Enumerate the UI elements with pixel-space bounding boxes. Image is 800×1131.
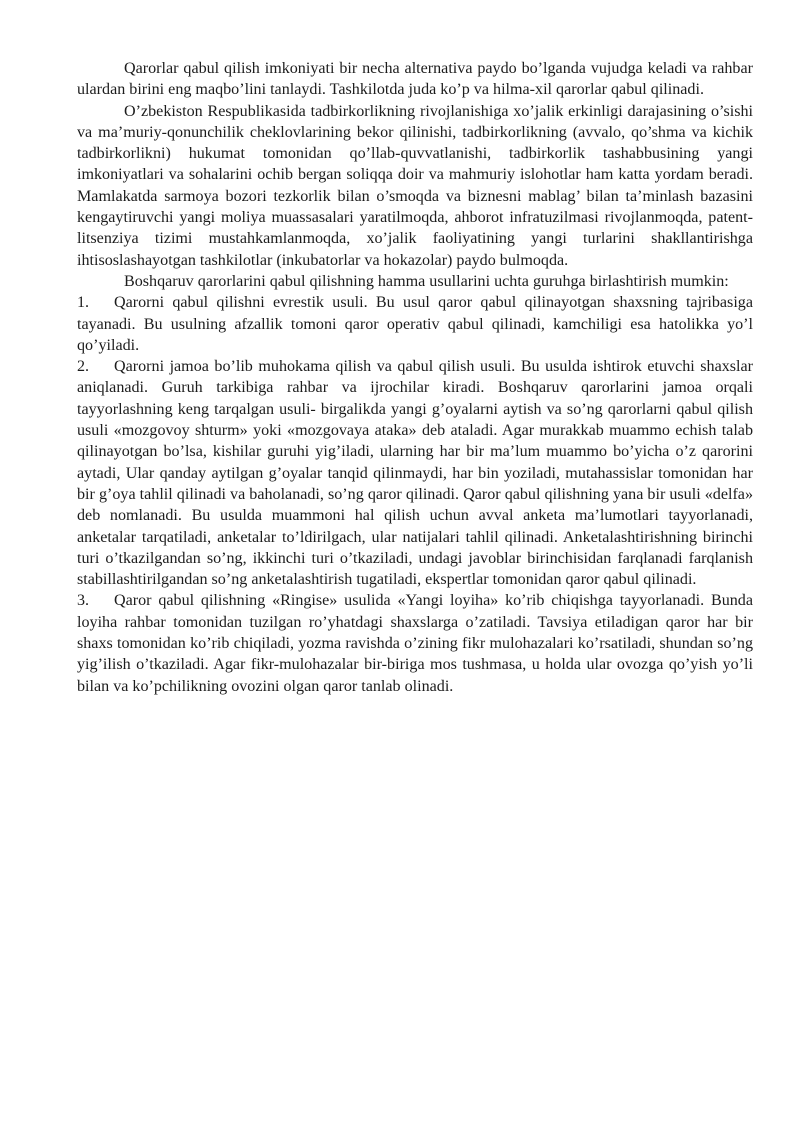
document-page	[77, 58, 753, 697]
paragraph-entrepreneurship-development: O’zbekiston Respublikasida tadbirkorlikning rivojlanishiga xo’jalik erkinligi darajasining o’sishi va ma’muriy-qonunchilik cheklovlarining bekor qilinishi, tadbirkorlikning (avvalo, qo’shma va kichik tadbirkorlikni) hukumat tomonidan qo’llab-quvvatlanishi, tadbirkorlik tashabbusining yangi imkoniyatlari va sohalarini ochib bergan soliqqa doir va mahmuriy islohotlar ham katta yordam beradi. Mamlakatda sarmoya bozori tezkorlik bilan o’smoqda va biznesni mablag’ bilan ta’minlash bazasini kengaytiruvchi yangi moliya muassasalari yaratilmoqda, ahborot infratuzilmasi rivojlanmoqda, patent-litsenziya tizimi mustahkamlanmoqda, xo’jalik faoliyatining yangi turlarini shakllantirishga ihtisoslashayotgan tashkilotlar (inkubatorlar va hokazolar) paydo bulmoqda.	[77, 102, 753, 269]
list-item-text: Qaror qabul qilishning «Ringise» usulida «Yangi loyiha» ko’rib chiqishga tayyorlanadi. Bunda loyiha rahbar tomonidan tuzilgan ro’yhatdagi shaxslarga o’zatiladi. Tavsiya etiladigan qaror har bir shaxs tomonidan ko’rib chiqiladi, yozma ravishda o’zining fikr mulohazalari ko’rsatiladi, shundan so’ng yig’ilish o’tkaziladi. Agar fikr-mulohazalar bir-biriga mos tushmasa, u holda ular ovozga qo’yish yo’li bilan va ko’pchilikning ovozini olgan qaror tanlab olinadi.	[77, 592, 753, 695]
list-item	[77, 356, 753, 590]
list-item-number: 3.	[77, 592, 90, 610]
paragraph-methods-intro: Boshqaruv qarorlarini qabul qilishning hamma usullarini uchta guruhga birlashtirish mumkin:	[124, 272, 729, 290]
list-item	[77, 590, 753, 696]
paragraph-decision-opportunity: Qarorlar qabul qilish imkoniyati bir necha alternativa paydo bo’lganda vujudga keladi va rahbar ulardan birini eng maqbo’lini tanlaydi. Tashkilotda juda ko’p va hilma-xil qarorlar qabul qilinadi.	[77, 60, 753, 99]
list-item-number: 1.	[77, 294, 90, 312]
list-item-text: Qarorni jamoa bo’lib muhokama qilish va qabul qilish usuli. Bu usulda ishtirok etuvchi shaxslar aniqlanadi. Guruh tarkibiga rahbar va ijrochilar kiradi. Boshqaruv qarorlarini jamoa orqali tayyorlashning keng tarqalgan usuli- birgalikda yangi g’oyalarni aytish va so’ng qarorlarni qabul qilish usuli «mozgovoy shturm» yoki «mozgovaya ataka» deb ataladi. Agar murakkab muammo echish talab qilinayotgan bo’lsa, kishilar guruhi yig’iladi, ularning har bir ma’lum muammo bo’yicha o’z qarorini aytadi, Ular qanday aytilgan g’oyalar tanqid qilinmaydi, har bin yoziladi, mutahassislar tomonidan har bir g’oya tahlil qilinadi va baholanadi, so’ng qaror qilinadi. Qaror qabul qilishning yana bir usuli «delfa» deb nomlanadi. Bu usulda muammoni hal qilish uchun avval anketa ma’lumotlari tayyorlanadi, anketalar tarqatiladi, anketalar to’ldirilgach, ular natijalari tahlil qilinadi. Anketalashtirishning birinchi turi o’tkazilgandan so’ng, ikkinchi turi o’tkaziladi, undagi javoblar birinchisidan farqlanadi farqlanish stabillashtirilgandan so’ng anketalashtirish tugatiladi, ekspertlar tomonidan qaror qabul qilinadi.	[77, 358, 753, 589]
list-item-number: 2.	[77, 358, 90, 376]
list-item-text: Qarorni qabul qilishni evrestik usuli. Bu usul qaror qabul qilinayotgan shaxsning tajribasiga tayanadi. Bu usulning afzallik tomoni qaror operativ qabul qilinadi, kamchiligi esa hatolikka yo’l qo’yiladi.	[77, 294, 753, 354]
list-item	[77, 292, 753, 356]
